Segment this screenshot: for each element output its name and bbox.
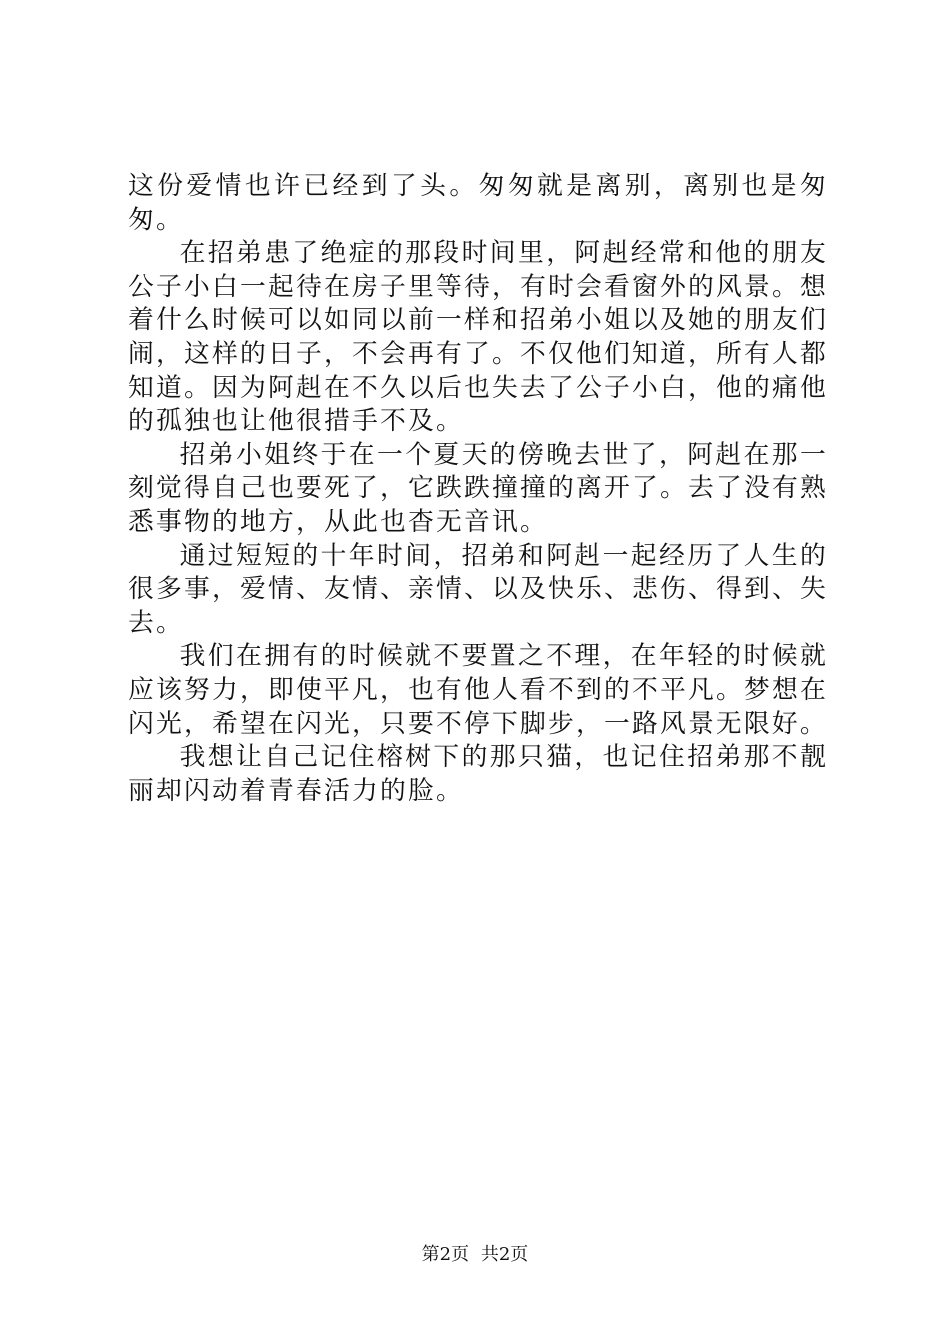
paragraph-4: 通过短短的十年时间，招弟和阿赳一起经历了人生的很多事，爱情、友情、亲情、以及快乐、悲伤、得到、失去。 (128, 540, 828, 638)
paragraph-6: 我想让自己记住榕树下的那只猫，也记住招弟那不靓丽却闪动着青春活力的脸。 (128, 742, 828, 806)
paragraph-1: 这份爱情也许已经到了头。匆匆就是离别，离别也是匆匆。 (128, 171, 828, 235)
document-body (128, 170, 828, 808)
paragraph-3: 招弟小姐终于在一个夏天的傍晚去世了，阿赳在那一刻觉得自己也要死了，它跌跌撞撞的离开了。去了没有熟悉事物的地方，从此也杳无音讯。 (128, 439, 828, 537)
paragraph-5: 我们在拥有的时候就不要置之不理，在年轻的时候就应该努力，即使平凡，也有他人看不到的不平凡。梦想在闪光，希望在闪光，只要不停下脚步，一路风景无限好。 (128, 641, 828, 739)
page-total: 共2页 (480, 1244, 529, 1265)
page-number: 第2页 (421, 1244, 470, 1265)
page-footer (0, 1243, 950, 1267)
paragraph-2: 在招弟患了绝症的那段时间里，阿赳经常和他的朋友公子小白一起待在房子里等待，有时会看窗外的风景。想着什么时候可以如同以前一样和招弟小姐以及她的朋友们闹，这样的日子，不会再有了。不仅他们知道，所有人都知道。因为阿赳在不久以后也失去了公子小白，他的痛他的孤独也让他很措手不及。 (128, 238, 828, 437)
